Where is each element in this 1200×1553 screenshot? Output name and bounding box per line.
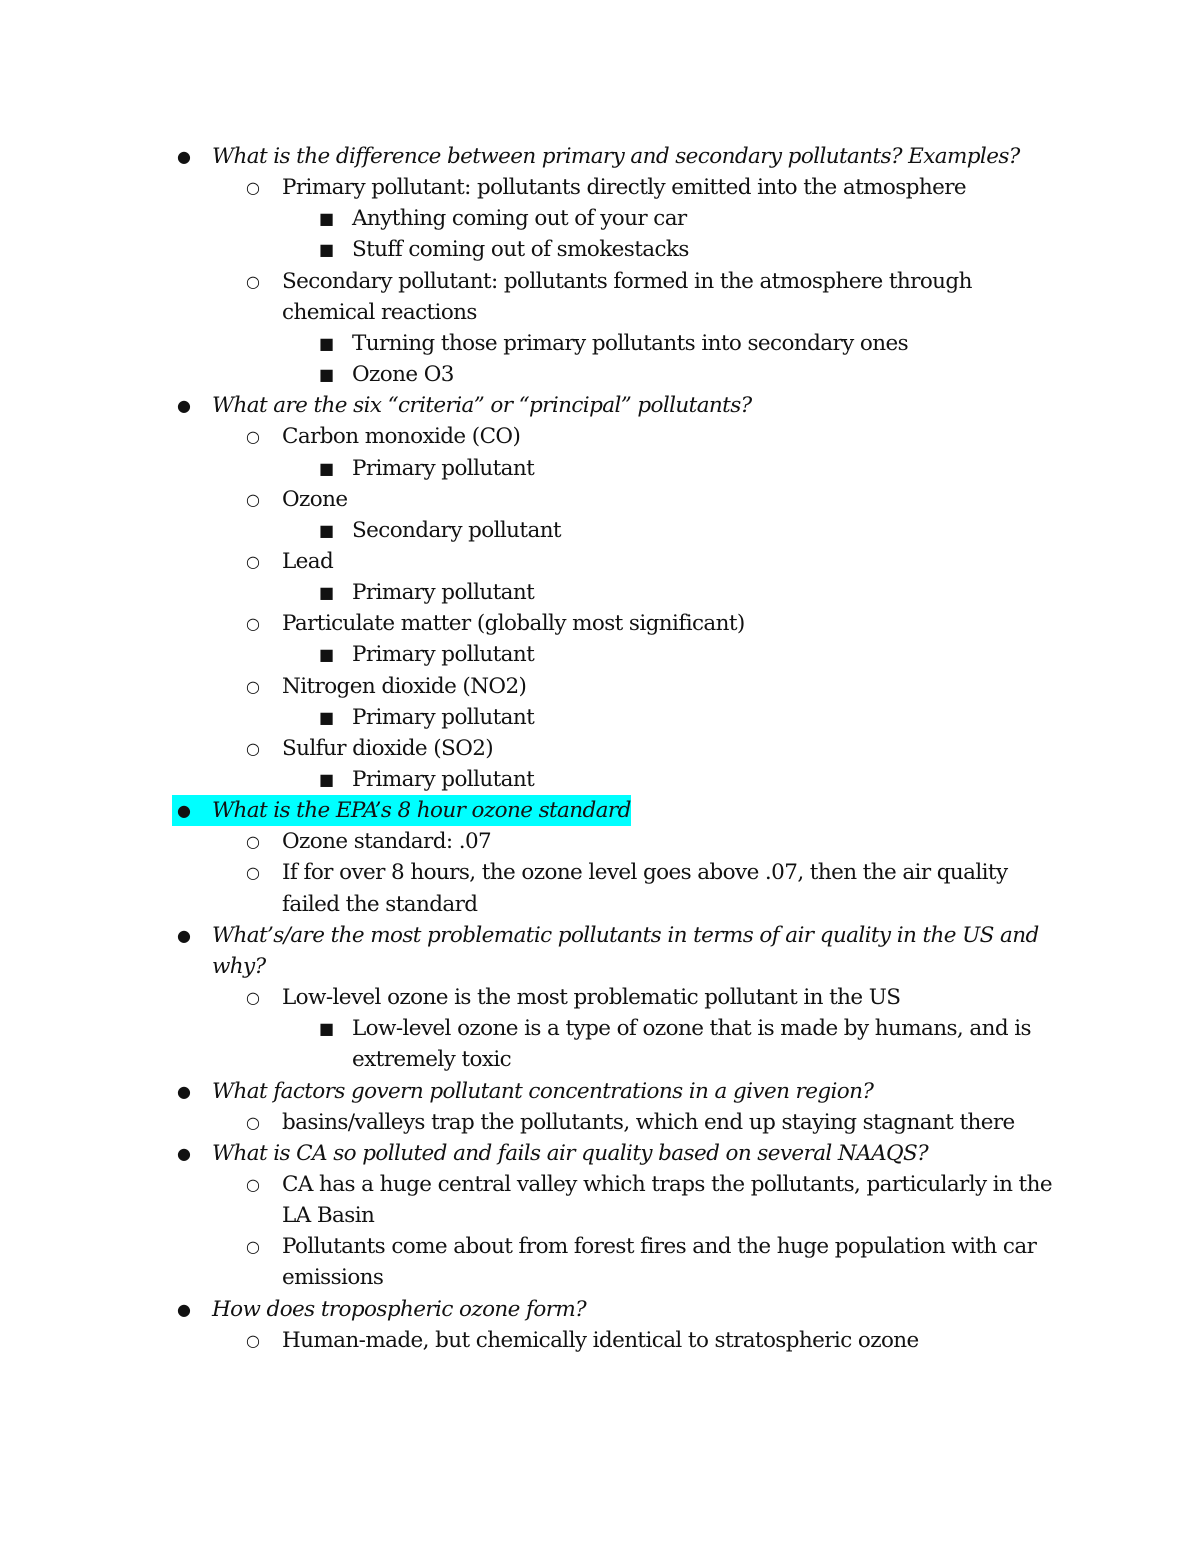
circle-marker: ○ (246, 614, 260, 634)
answer-text: Secondary pollutant: pollutants formed in the atmosphere through (282, 268, 972, 294)
circle-marker: ○ (246, 1330, 260, 1350)
question-text: What’s/are the most problematic pollutants in terms of air quality in the US and (212, 922, 1039, 948)
bullet-marker: ● (177, 1299, 191, 1319)
square-marker: ■ (319, 333, 335, 353)
circle-marker: ○ (246, 738, 260, 758)
answer-text: Turning those primary pollutants into secondary ones (352, 330, 909, 356)
question-text: What is the EPA’s 8 hour ozone standard (172, 795, 631, 826)
answer-text: Human-made, but chemically identical to stratospheric ozone (282, 1327, 919, 1353)
answer-text: Nitrogen dioxide (NO2) (282, 673, 527, 699)
answer-text: Anything coming out of your car (352, 206, 687, 232)
answer-text: Ozone standard: .07 (282, 829, 492, 855)
square-marker: ■ (319, 365, 335, 385)
question-text: What factors govern pollutant concentrations in a given region? (212, 1078, 874, 1104)
square-marker: ■ (319, 1019, 335, 1039)
bullet-marker: ● (177, 925, 191, 945)
answer-text: Ozone (282, 486, 348, 512)
bullet-marker: ● (177, 801, 191, 821)
circle-marker: ○ (246, 489, 260, 509)
answer-text: Primary pollutant (352, 642, 535, 668)
circle-marker: ○ (246, 1112, 260, 1132)
circle-marker: ○ (246, 676, 260, 696)
circle-marker: ○ (246, 863, 260, 883)
bullet-marker: ● (177, 147, 191, 166)
square-marker: ■ (319, 707, 335, 727)
square-marker: ■ (319, 240, 335, 260)
answer-text: CA has a huge central valley which traps the pollutants, particularly in the (282, 1171, 1052, 1197)
answer-text: Primary pollutant (352, 580, 535, 606)
answer-text: Pollutants come about from forest fires and the huge population with car (282, 1234, 1037, 1260)
answer-text: extremely toxic (352, 1047, 512, 1073)
answer-text: If for over 8 hours, the ozone level goes above .07, then the air quality (282, 860, 1008, 886)
question-text: How does tropospheric ozone form? (212, 1296, 587, 1322)
circle-marker: ○ (246, 178, 260, 198)
answer-text: failed the standard (282, 891, 478, 917)
answer-text: Stuff coming out of smokestacks (352, 237, 689, 263)
question-text: What is the difference between primary and secondary pollutants? Examples? (212, 144, 1020, 169)
question-text: What are the six “criteria” or “principal” pollutants? (212, 393, 752, 419)
answer-text: Sulfur dioxide (SO2) (282, 735, 494, 761)
bullet-marker: ● (177, 1081, 191, 1101)
question-text: What is CA so polluted and fails air quality based on several NAAQS? (212, 1140, 929, 1166)
answer-text: Low-level ozone is the most problematic pollutant in the US (282, 985, 901, 1011)
bullet-marker: ● (177, 1143, 191, 1163)
square-marker: ■ (319, 520, 335, 540)
answer-text: LA Basin (282, 1203, 375, 1229)
answer-text: Primary pollutant (352, 767, 535, 792)
bullet-marker: ● (177, 396, 191, 416)
answer-text: Low-level ozone is a type of ozone that is made by humans, and is (352, 1016, 1031, 1042)
circle-marker: ○ (246, 271, 260, 291)
answer-text: Primary pollutant (352, 455, 535, 481)
square-marker: ■ (319, 458, 335, 478)
square-marker: ■ (319, 209, 335, 229)
circle-marker: ○ (246, 1237, 260, 1257)
answer-text: Secondary pollutant (352, 517, 561, 543)
answer-text: basins/valleys trap the pollutants, which end up staying stagnant there (282, 1109, 1015, 1135)
question-text: why? (212, 953, 266, 979)
answer-text: chemical reactions (282, 299, 477, 325)
circle-marker: ○ (246, 551, 260, 571)
answer-text: Particulate matter (globally most significant) (282, 611, 745, 637)
circle-marker: ○ (246, 427, 260, 447)
circle-marker: ○ (246, 1174, 260, 1194)
square-marker: ■ (319, 583, 335, 603)
circle-marker: ○ (246, 988, 260, 1008)
square-marker: ■ (319, 645, 335, 665)
answer-text: Carbon monoxide (CO) (282, 424, 521, 450)
answer-text: Primary pollutant: pollutants directly emitted into the atmosphere (282, 175, 967, 201)
answer-text: Primary pollutant (352, 704, 535, 730)
square-marker: ■ (319, 770, 335, 789)
answer-text: Lead (282, 548, 334, 574)
answer-text: emissions (282, 1265, 384, 1291)
answer-text: Ozone O3 (352, 362, 454, 388)
circle-marker: ○ (246, 832, 260, 852)
